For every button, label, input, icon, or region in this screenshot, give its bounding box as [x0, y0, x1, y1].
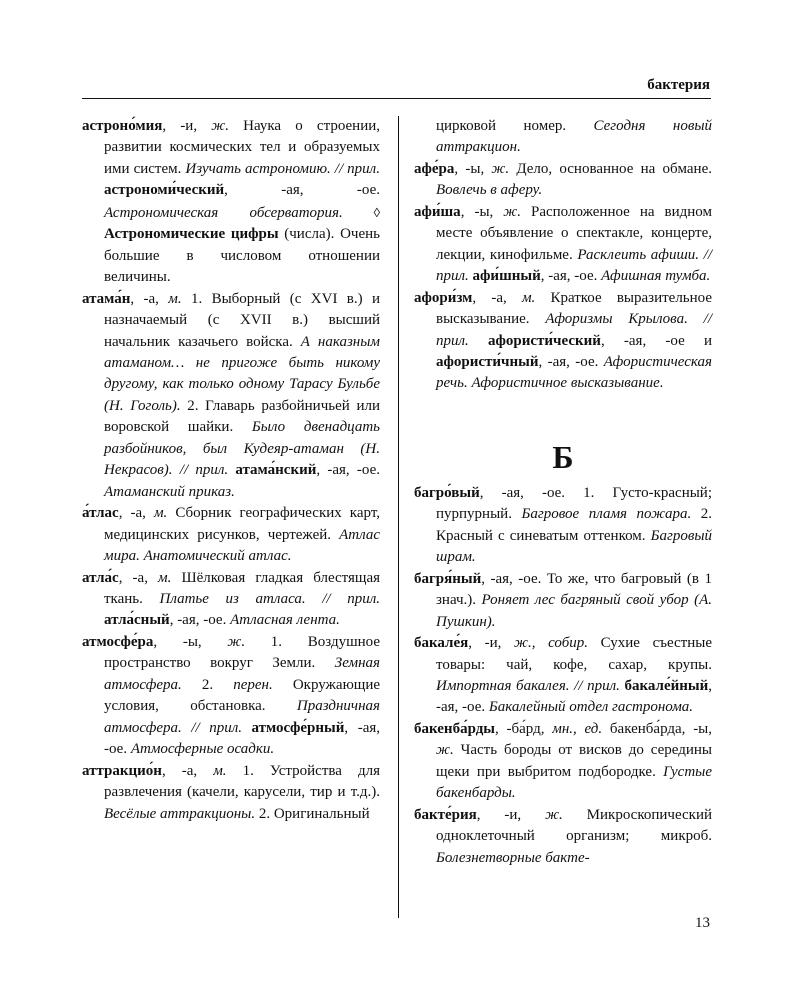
- definition: 2. Оригинальный: [255, 805, 370, 822]
- grammar: , -а,: [130, 290, 169, 307]
- part-of-speech: ж., собир.: [514, 635, 588, 652]
- entry-bagrovyj: [414, 483, 712, 569]
- example: Праздничная атмосфера. // прил.: [104, 698, 380, 736]
- right-column: [414, 116, 712, 869]
- part-of-speech: ж.: [436, 742, 454, 759]
- headword: бакале́я: [414, 635, 469, 652]
- grammar: , -а,: [161, 762, 214, 779]
- derived-word: атама́нский: [235, 462, 317, 479]
- entry-aforizm: [414, 288, 712, 395]
- headword: атама́н: [82, 290, 131, 307]
- derived-word: астрономи́ческий: [104, 182, 225, 199]
- entry-attrakcion: [82, 761, 380, 825]
- definition: 2. Красный с синеватым оттенком.: [436, 506, 713, 544]
- example: Афишная тумба.: [601, 268, 711, 285]
- grammar: , -и,: [468, 635, 515, 652]
- example: Болезнетворные бакте-: [436, 849, 590, 866]
- headword: а́тлас: [82, 505, 119, 522]
- definition: 2.: [181, 676, 234, 693]
- example: А наказным атаманом… не пригоже быть никому другому, как только одному Тарасу Бульбе (Н. Гоголь).: [104, 333, 380, 414]
- derived-word: афористи́чный: [436, 353, 539, 370]
- example: Густые бакенбарды.: [436, 763, 712, 802]
- part-of-speech: м.: [158, 569, 172, 586]
- definition: 1. Выборный (с XVI в.) и назначаемый (с XVII в.) высший начальник казачьего войска.: [104, 290, 381, 350]
- grammar: , -ая, -ое.: [538, 353, 604, 370]
- entry-afera: [414, 159, 712, 202]
- part-of-speech: ж.: [503, 203, 521, 220]
- headword: афи́ша: [414, 203, 461, 220]
- entry-bakaleya: [414, 633, 712, 719]
- definition: Окружающие условия, обстановка.: [104, 676, 381, 715]
- entry-afisha: [414, 202, 712, 288]
- definition: 2. Главарь разбойничьей или воровской шайки.: [104, 397, 380, 436]
- example: Сегодня новый аттракцион.: [436, 118, 712, 156]
- grammar: , -ы,: [153, 633, 228, 650]
- definition: Наука о строении, развитии космических тел и образуемых ими систем.: [104, 118, 380, 177]
- grammar: , -ая, -ое.: [169, 612, 231, 629]
- entry-bagryanyj: [414, 569, 712, 633]
- part-of-speech: м.: [213, 762, 227, 779]
- example: Багровый шрам.: [436, 527, 712, 566]
- example: Платье из атласа. // прил.: [159, 590, 380, 607]
- idiom: Астрономические цифры: [104, 226, 279, 243]
- entry-astronomiya: [82, 116, 380, 289]
- example: Атаманский приказ.: [104, 483, 235, 500]
- headword: багря́ный: [414, 570, 482, 587]
- derived-word: атмосфе́рный: [251, 719, 345, 736]
- example: Изучать астрономию. // прил.: [185, 160, 380, 177]
- definition: Микроскопический одноклеточный организм; микроб.: [436, 806, 713, 845]
- part-of-speech: ж.: [227, 633, 246, 650]
- example: Импортная бакалея. // прил.: [436, 677, 625, 694]
- definition: 1. Устройства для развлечения (качели, карусели, тир и т.д.).: [104, 762, 381, 801]
- header-rule: [82, 98, 711, 99]
- headword: астроно́мия: [82, 118, 163, 134]
- definition: Сухие съестные товары: чай, кофе, сахар, крупы.: [436, 635, 712, 673]
- part-of-speech: ж.: [491, 160, 510, 177]
- derived-word: афористи́ческий: [488, 332, 601, 349]
- grammar: бакенба́рда, -ы,: [602, 720, 713, 737]
- derived-word: атла́сный: [104, 612, 170, 629]
- grammar: , -ая, -ое.: [316, 462, 380, 479]
- page-number: 13: [695, 915, 710, 931]
- letter-heading: Б: [552, 438, 574, 475]
- headword: афори́зм: [414, 289, 473, 306]
- definition: , -ая, -ое. 1. Густо-красный; пурпурный.: [436, 484, 712, 523]
- definition: Дело, основанное на обмане.: [509, 160, 712, 177]
- column-divider: [398, 116, 399, 918]
- definition: (числа). Очень большие в числовом отношении величины.: [104, 226, 380, 286]
- idiom-diamond-icon: ◊: [342, 204, 380, 220]
- example: Атласная лента.: [230, 612, 340, 629]
- entry-continuation: [414, 116, 712, 159]
- grammar: , -а,: [118, 505, 154, 522]
- part-of-speech: ж.: [211, 118, 229, 134]
- grammar: , -и,: [476, 806, 546, 823]
- headword: афе́ра: [414, 160, 455, 177]
- headword: бакенба́рды: [414, 720, 496, 737]
- example: Роняет лес багряный свой убор (А. Пушкин).: [436, 592, 712, 630]
- entry-bakenbardy: [414, 719, 712, 805]
- example: Атмосферные осадки.: [130, 741, 275, 758]
- entry-atlas: [82, 503, 380, 567]
- example: Багровое пламя пожара.: [521, 506, 692, 523]
- derived-word: афи́шный: [472, 268, 541, 285]
- usage-label: перен.: [233, 676, 273, 693]
- part-of-speech: мн., ед.: [552, 720, 603, 737]
- example: Бакалейный отдел гастронома.: [488, 699, 694, 716]
- grammar: , -ы,: [454, 160, 492, 177]
- headword: атмосфе́ра: [82, 633, 154, 650]
- example: Расклеить афиши. // прил.: [436, 246, 712, 285]
- example: Вовлечь в аферу.: [436, 182, 543, 199]
- grammar: , -ая, -ое.: [224, 182, 380, 199]
- headword: атла́с: [82, 569, 119, 586]
- example: Земная атмосфера.: [104, 655, 380, 693]
- grammar: , -ы,: [460, 203, 504, 220]
- derived-word: бакале́йный: [624, 677, 709, 694]
- headword: бакте́рия: [414, 806, 477, 823]
- definition: Краткое выразительное высказывание.: [436, 289, 713, 328]
- entry-ataman: [82, 289, 380, 504]
- example: Астрономическая обсерватория.: [104, 204, 343, 221]
- definition: , -ая, -ое. То же, что багровый (в 1 знач.).: [436, 570, 712, 609]
- grammar: , -и,: [162, 118, 212, 134]
- example: Атлас мира. Анатомический атлас.: [104, 526, 380, 565]
- definition: 1. Воздушное пространство вокруг Земли.: [104, 633, 380, 672]
- part-of-speech: м.: [168, 290, 182, 307]
- part-of-speech: ж.: [545, 806, 563, 823]
- part-of-speech: м.: [153, 505, 168, 522]
- grammar: , -ая, -ое.: [436, 677, 712, 716]
- definition: Шёлковая гладкая блестящая ткань.: [104, 569, 380, 607]
- example: Весёлые аттракционы.: [104, 805, 256, 822]
- grammar: , -ая, -ое и: [600, 332, 712, 349]
- definition: Сборник географических карт, медицинских рисунков, чертежей.: [104, 505, 381, 543]
- grammar: , -а,: [472, 289, 522, 306]
- example: Афористическая речь. Афористичное высказывание.: [436, 353, 712, 392]
- entry-atlas-fabric: [82, 568, 380, 632]
- example: Афоризмы Крылова. // прил.: [436, 311, 713, 349]
- left-column: [82, 116, 380, 825]
- running-head: бактерия: [647, 77, 710, 93]
- headword: багро́вый: [414, 484, 480, 501]
- part-of-speech: м.: [521, 289, 536, 306]
- definition: Часть бороды от висков до середины щеки при выбритом подбородке.: [436, 742, 712, 780]
- entry-bakteriya: [414, 805, 712, 869]
- grammar: , -ая, -ое.: [540, 268, 602, 285]
- grammar: , -ая, -ое.: [104, 719, 380, 758]
- example: Было двенадцать разбойников, был Кудеяр-атаман (Н. Некрасов). // прил.: [104, 419, 380, 479]
- headword: аттракцио́н: [82, 762, 162, 779]
- definition: Расположенное на видном месте объявление о спектакле, концерте, лекции, кинофильме.: [436, 203, 712, 263]
- entry-atmosfera: [82, 632, 380, 761]
- grammar: , -ба́рд,: [495, 720, 553, 737]
- grammar: , -а,: [118, 569, 159, 586]
- definition: цирковой номер.: [436, 118, 594, 134]
